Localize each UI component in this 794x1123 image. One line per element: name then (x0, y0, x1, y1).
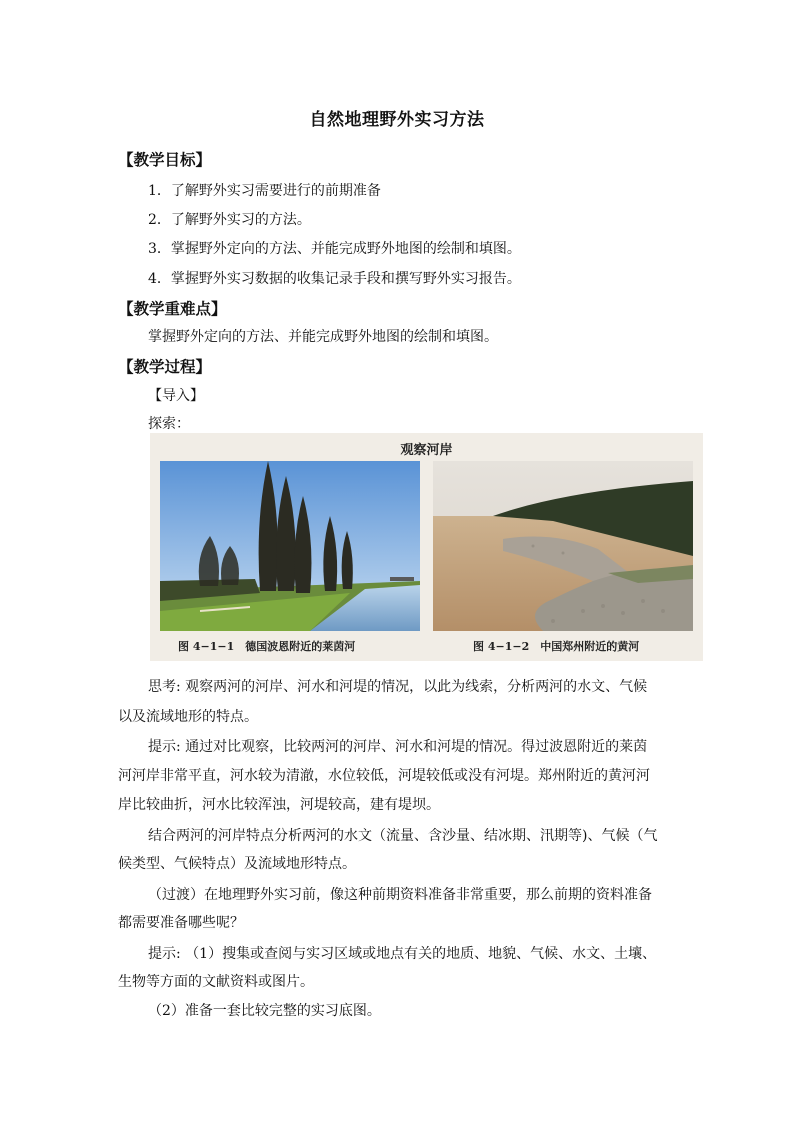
explore-label: 探索： (148, 416, 190, 432)
hint-line-1: 提示: 通过对比观察，比较两河的河岸、河水和河堤的情况。得过波恩附近的莱茵 (148, 739, 648, 755)
objectives-heading: 【教学目标】 (118, 150, 212, 169)
figure-caption-yellow-river: 图 4−1−2 中国郑州附近的黄河 (473, 640, 640, 653)
hint2-line-2: 生物等方面的文献资料或图片。 (118, 974, 314, 990)
think-line-1: 思考: 观察两河的河岸、河水和河堤的情况，以此为线索，分析两河的水文、气候 (148, 679, 648, 695)
objective-4: 4．掌握野外实习数据的收集记录手段和撰写野外实习报告。 (148, 271, 521, 287)
objective-2: 2．了解野外实习的方法。 (148, 212, 311, 228)
hint2-line-3: （2）准备一套比较完整的实习底图。 (148, 1003, 381, 1019)
key-points-text: 掌握野外定向的方法、并能完成野外地图的绘制和填图。 (148, 329, 498, 345)
transition-line-1: （过渡）在地理野外实习前，像这种前期资料准备非常重要，那么前期的资料准备 (148, 887, 652, 903)
hint-line-2: 河河岸非常平直，河水较为清澈，水位较低，河堤较低或没有河堤。郑州附近的黄河河 (118, 768, 650, 784)
objective-3: 3．掌握野外定向的方法、并能完成野外地图的绘制和填图。 (148, 241, 521, 257)
figure-title: 观察河岸 (400, 443, 453, 458)
intro-label: 【导入】 (148, 388, 204, 404)
combine-line-1: 结合两河的河岸特点分析两河的水文（流量、含沙量、结冰期、汛期等)、气候（气 (148, 828, 658, 844)
think-line-2: 以及流域地形的特点。 (118, 709, 258, 725)
page-title: 自然地理野外实习方法 (309, 110, 485, 130)
combine-line-2: 候类型、气候特点）及流域地形特点。 (118, 856, 356, 872)
key-points-heading: 【教学重难点】 (118, 299, 227, 318)
yellow-river-photo (433, 461, 693, 631)
rhine-river-photo (160, 461, 420, 631)
hint2-line-1: 提示: （1）搜集或查阅与实习区域或地点有关的地质、地貌、气候、水文、土壤、 (148, 946, 657, 962)
objective-1: 1．了解野外实习需要进行的前期准备 (148, 183, 381, 199)
figure-caption-rhine: 图 4−1−1 德国波恩附近的莱茵河 (178, 640, 356, 653)
hint-line-3: 岸比较曲折，河水比较浑浊，河堤较高，建有堤坝。 (118, 797, 440, 813)
process-heading: 【教学过程】 (118, 357, 212, 376)
transition-line-2: 都需要准备哪些呢？ (118, 915, 244, 931)
river-bank-figure (150, 433, 703, 661)
